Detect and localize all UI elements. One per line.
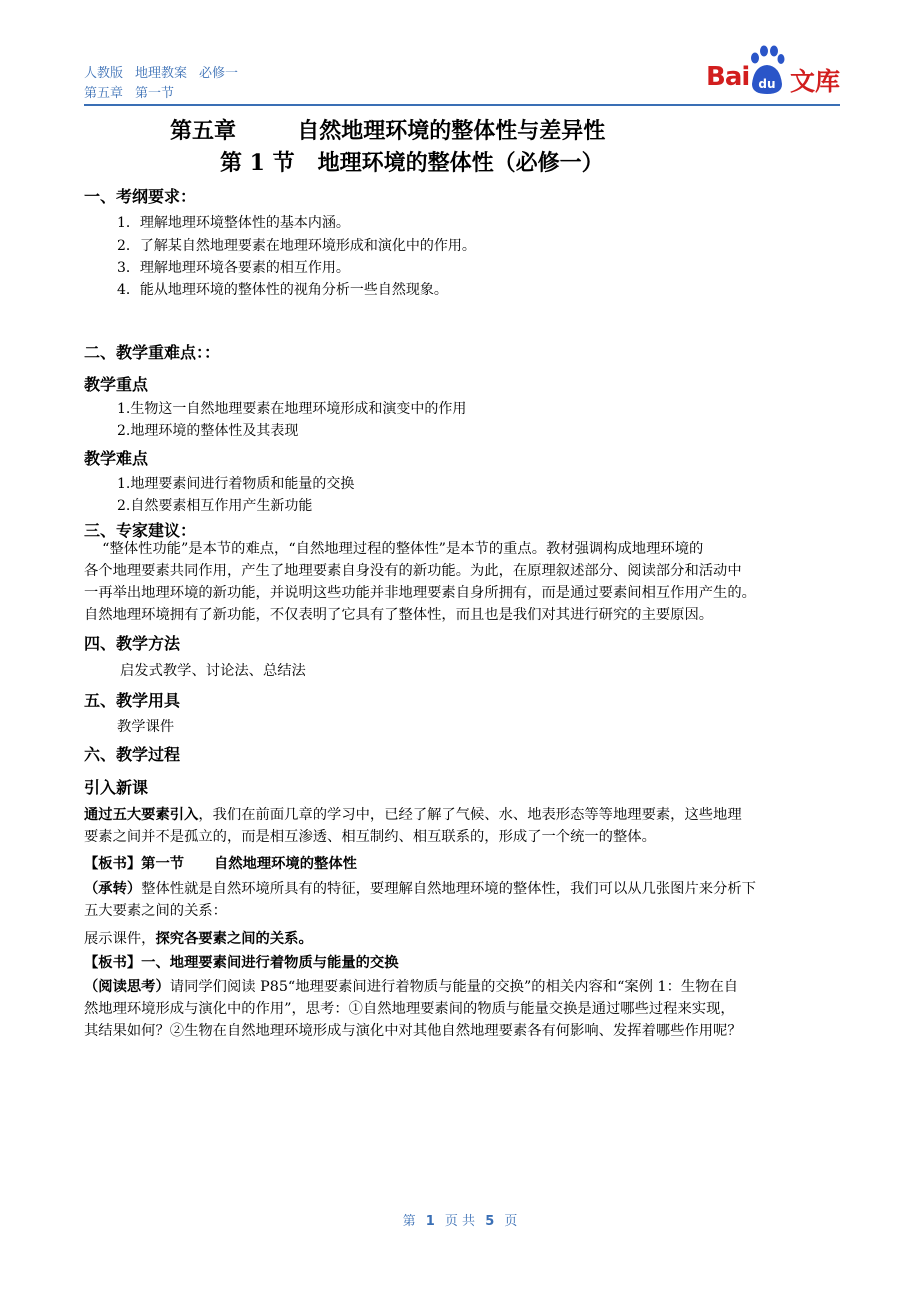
page-footer [0,1210,920,1229]
list-item: 2.地理环境的整体性及其表现 [117,423,299,439]
logo-text-wenku: 文库 [790,67,841,96]
reading-paragraph [84,976,844,1042]
heading-teaching-method: 四、教学方法 [84,634,181,653]
header-volume: 必修一 [199,66,239,81]
courseware-line [84,928,844,950]
footer-text: 第 [402,1214,416,1229]
list-item: 1.地理要素间进行着物质和能量的交换 [117,476,355,492]
emphasis-text: 通过五大要素引入 [84,807,199,823]
board-note-1: 【板书】第一节 自然地理环境的整体性 [84,856,357,872]
header-divider [84,104,840,106]
header-doc-type: 地理教案 [135,66,188,81]
paragraph-line: 自然地理环境拥有了新功能，不仅表明了它具有了整体性，而且也是我们对其进行研究的主要原因。 [84,607,714,623]
baidu-wenku-logo [706,44,842,100]
paragraph-line [84,976,844,998]
list-item: 3．理解地理环境各要素的相互作用。 [117,260,350,276]
body-text: ，我们在前面几章的学习中，已经了解了气候、水、地表形态等等地理要素，这些地理 [198,807,742,823]
footer-text: 页 [504,1214,518,1229]
transition-paragraph [84,878,844,922]
paw-icon [746,44,786,100]
paragraph-line [84,804,844,826]
chapter-title: 第五章 自然地理环境的整体性与差异性 [170,118,606,144]
header-line-2 [84,84,250,104]
body-text: 展示课件， [84,931,156,947]
section-title: 第 1 节 地理环境的整体性（必修一） [220,150,604,176]
logo-text-bai: Bai [706,62,750,92]
intro-paragraph [84,804,844,848]
teaching-tools-text: 教学课件 [117,719,175,735]
paragraph-line: “整体性功能”是本节的难点，“自然地理过程的整体性”是本节的重点。教材强调构成地理环境的 [84,541,704,557]
logo-text-du: du [758,77,776,91]
emphasis-text: （承转） [84,881,142,897]
list-item: 4．能从地理环境的整体性的视角分析一些自然现象。 [117,282,448,298]
expert-advice-paragraph [84,538,844,626]
paragraph-line: 然地理环境形成与演化中的作用”，思考：①自然地理要素间的物质与能量交换是通过哪些过程来实现， [84,1001,735,1017]
teaching-method-text: 启发式教学、讨论法、总结法 [120,663,306,679]
emphasis-text: 探究各要素之间的关系。 [155,931,313,947]
body-text: 请同学们阅读 P85“地理要素间进行着物质与能量的交换”的相关内容和“案例 1：生物在自 [169,979,739,995]
body-text: 整体性就是自然环境所具有的特征，要理解自然地理环境的整体性，我们可以从几张图片来分析下 [141,881,756,897]
list-item: 2.自然要素相互作用产生新功能 [117,498,313,514]
heading-expert-advice: 三、专家建议： [84,521,197,540]
heading-teaching-tools: 五、教学用具 [84,691,181,710]
page-total: 5 [485,1214,495,1229]
paragraph-line [84,878,844,900]
subheading-teaching-difficulty: 教学难点 [84,449,149,468]
heading-teaching-process: 六、教学过程 [84,745,181,764]
paragraph-line: 一再举出地理环境的新功能，并说明这些功能并非地理要素自身所拥有，而是通过要素间相互作用产生的。 [84,585,756,601]
paragraph-line: 五大要素之间的关系： [84,903,227,919]
subheading-teaching-focus: 教学重点 [84,375,149,394]
heading-key-difficulties: 二、教学重难点：： [84,343,221,362]
subheading-new-lesson: 引入新课 [84,778,149,797]
paragraph-line: 要素之间并不是孤立的，而是相互渗透、相互制约、相互联系的，形成了一个统一的整体。 [84,829,656,845]
header-chapter: 第五章 [84,86,124,101]
board-note-2: 【板书】一、地理要素间进行着物质与能量的交换 [84,955,399,971]
list-item: 2．了解某自然地理要素在地理环境形成和演化中的作用。 [117,238,476,254]
heading-exam-requirements: 一、考纲要求： [84,187,197,206]
header-publisher: 人教版 [84,66,124,81]
paragraph-line: 各个地理要素共同作用，产生了地理要素自身没有的新功能。为此，在原理叙述部分、阅读部分和活动中 [84,563,742,579]
paragraph-line: 其结果如何？②生物在自然地理环境形成与演化中对其他自然地理要素各有何影响、发挥着哪些作用呢？ [84,1023,742,1039]
list-item: 1．理解地理环境整体性的基本内涵。 [117,215,350,231]
page-number: 1 [425,1214,435,1229]
running-header [84,64,250,104]
list-item: 1.生物这一自然地理要素在地理环境形成和演变中的作用 [117,401,467,417]
footer-text: 页 共 [444,1214,476,1229]
header-line-1 [84,64,250,84]
emphasis-text: （阅读思考） [84,979,170,995]
header-section: 第一节 [135,86,175,101]
